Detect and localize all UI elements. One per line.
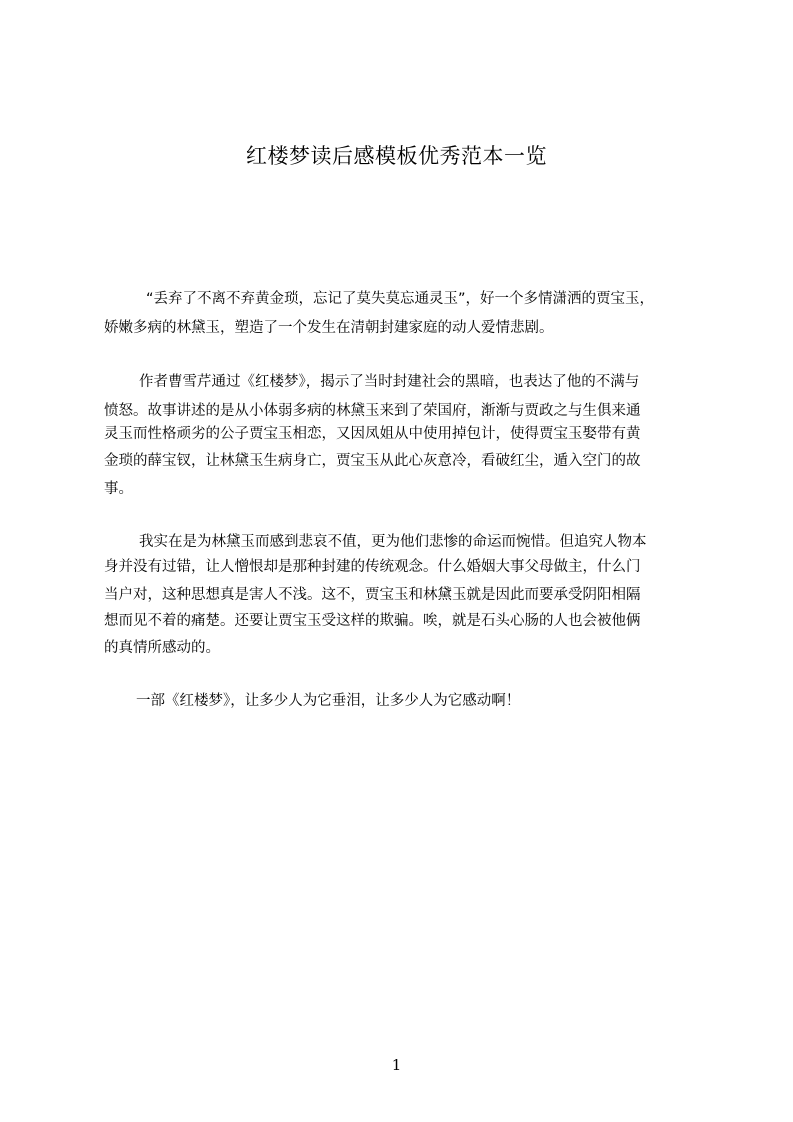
document-title: 红楼梦读后感模板优秀范本一览: [246, 144, 547, 168]
paragraph-2-line-3: 灵玉而性格顽劣的公子贾宝玉相恋，又因凤姐从中使用掉包计，使得贾宝玉娶带有黄: [104, 426, 641, 442]
paragraph-2-line-1: 作者曹雪芹通过《红楼梦》，揭示了当时封建社会的黑暗，也表达了他的不满与: [139, 374, 640, 390]
paragraph-4-line-1: 一部《红楼梦》，让多少人为它垂泪，让多少人为它感动啊！: [136, 693, 521, 709]
paragraph-3-line-1: 我实在是为林黛玉而感到悲哀不值，更为他们悲惨的命运而惋惜。但追究人物本: [139, 534, 647, 550]
paragraph-3-line-2: 身并没有过错，让人憎恨却是那种封建的传统观念。什么婚姻大事父母做主，什么门: [104, 559, 641, 575]
page-number: 1: [391, 1056, 402, 1074]
paragraph-3-line-5: 的真情所感动的。: [104, 640, 220, 656]
paragraph-1-line-1: “丢弃了不离不弃黄金琐，忘记了莫失莫忘通灵玉”，好一个多情潇洒的贾宝玉，: [146, 291, 655, 307]
paragraph-3-line-4: 想而见不着的痛楚。还要让贾宝玉受这样的欺骗。唉，就是石头心肠的人也会被他俩: [104, 613, 641, 629]
paragraph-3-line-3: 当户对，这种思想真是害人不浅。这不，贾宝玉和林黛玉就是因此而要承受阴阳相隔: [104, 587, 641, 603]
paragraph-1-line-2: 娇嫩多病的林黛玉，塑造了一个发生在清朝封建家庭的动人爱情悲剧。: [104, 320, 554, 336]
paragraph-2-line-5: 事。: [104, 481, 133, 497]
paragraph-2-line-4: 金琐的薛宝钗，让林黛玉生病身亡，贾宝玉从此心灰意冷，看破红尘，遁入空门的故: [104, 453, 641, 469]
paragraph-2-line-2: 愤怒。故事讲述的是从小体弱多病的林黛玉来到了荣国府，渐渐与贾政之与生俱来通: [104, 403, 641, 419]
